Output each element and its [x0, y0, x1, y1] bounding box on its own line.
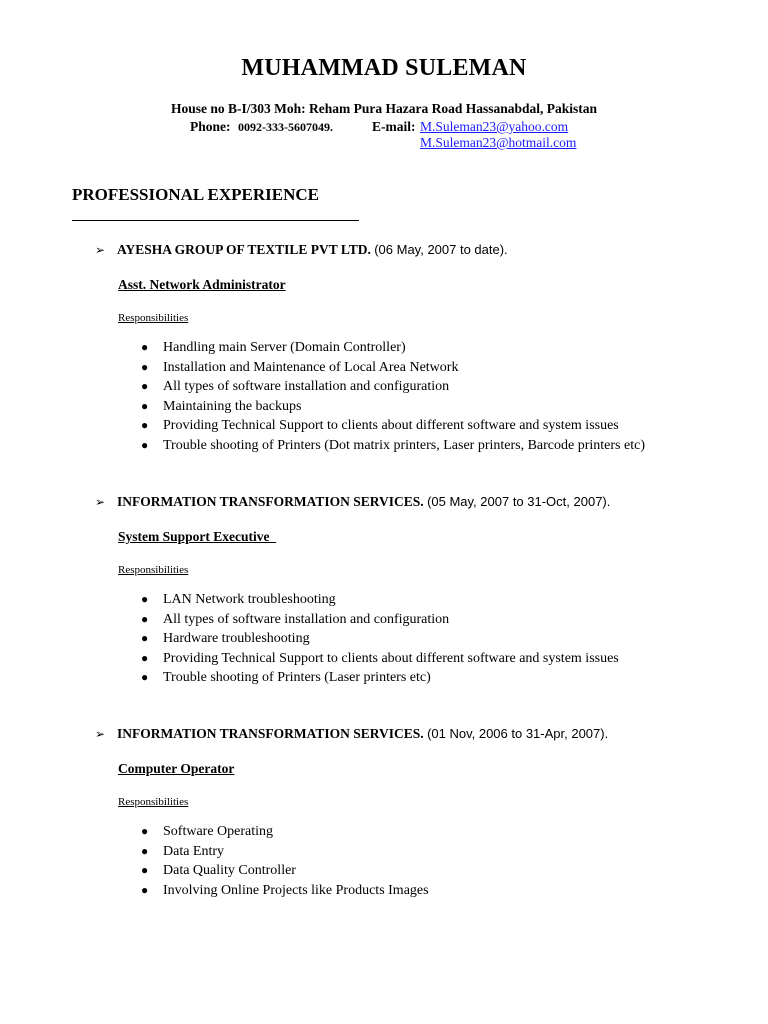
- bullet-icon: ●: [141, 592, 149, 606]
- bullet-icon: ●: [141, 418, 149, 433]
- arrow-bullet-icon: ➢: [95, 727, 106, 741]
- bullet-icon: ●: [141, 611, 149, 626]
- email-link-hotmail[interactable]: M.Suleman23@hotmail.com: [420, 135, 577, 150]
- list-item: ● Installation and Maintenance of Local Area Network: [141, 359, 459, 375]
- section-divider: [72, 220, 359, 221]
- responsibilities-label: Responsibilities: [118, 312, 189, 324]
- job-dates: (01 Nov, 2006 to 31-Apr, 2007).: [427, 726, 609, 741]
- job-heading: [95, 494, 610, 510]
- list-item: ● Handling main Server (Domain Controller): [141, 340, 406, 355]
- responsibilities-label: Responsibilities: [118, 796, 189, 808]
- arrow-bullet-icon: ➢: [95, 243, 106, 257]
- email-link-yahoo[interactable]: M.Suleman23@yahoo.com: [420, 119, 569, 134]
- bullet-icon: ●: [141, 631, 149, 646]
- responsibilities-list: [0, 338, 645, 456]
- responsibilities-list: [0, 590, 619, 688]
- job-dates: (05 May, 2007 to 31-Oct, 2007).: [427, 494, 611, 509]
- bullet-icon: ●: [141, 863, 149, 878]
- bullet-icon: ●: [141, 379, 149, 394]
- list-item: ● All types of software installation and configuration: [141, 611, 450, 627]
- email-label: E-mail:: [372, 119, 416, 134]
- job-heading: [95, 726, 608, 742]
- list-item: ● All types of software installation and configuration: [141, 379, 450, 395]
- list-item: ● Software Operating: [141, 824, 274, 839]
- list-item: ● Trouble shooting of Printers (Dot matrix printers, Laser printers, Barcode printers etc): [141, 437, 645, 453]
- list-item: ● Maintaining the backups: [141, 398, 302, 414]
- phone-number: 0092-333-5607049.: [238, 120, 333, 134]
- company-name: AYESHA GROUP OF TEXTILE PVT LTD.: [117, 242, 371, 257]
- bullet-icon: ●: [141, 670, 149, 685]
- list-item: ● Providing Technical Support to clients about different software and system issues: [141, 650, 619, 666]
- bullet-icon: ●: [141, 398, 149, 413]
- arrow-bullet-icon: ➢: [95, 495, 106, 509]
- list-item: ● Data Quality Controller: [141, 863, 296, 879]
- bullet-icon: ●: [141, 843, 149, 858]
- company-name: INFORMATION TRANSFORMATION SERVICES.: [117, 494, 424, 509]
- bullet-icon: ●: [141, 359, 149, 374]
- bullet-icon: ●: [141, 650, 149, 665]
- responsibilities-list: [0, 822, 429, 900]
- bullet-icon: ●: [141, 824, 149, 838]
- phone-label: Phone:: [190, 119, 231, 134]
- list-item: ● Trouble shooting of Printers (Laser printers etc): [141, 670, 431, 686]
- address: House no B-I/303 Moh: Reham Pura Hazara Road Hassanabdal, Pakistan: [170, 101, 598, 116]
- job-heading: [95, 242, 508, 258]
- job-role: System Support Executive: [118, 529, 277, 544]
- candidate-name: MUHAMMAD SULEMAN: [241, 55, 527, 81]
- bullet-icon: ●: [141, 882, 149, 897]
- list-item: ● Involving Online Projects like Products Images: [141, 882, 429, 898]
- list-item: ● Data Entry: [141, 843, 225, 859]
- responsibilities-label: Responsibilities: [118, 564, 189, 576]
- bullet-icon: ●: [141, 340, 149, 354]
- section-title: PROFESSIONAL EXPERIENCE: [72, 185, 320, 204]
- job-role: Asst. Network Administrator: [118, 277, 286, 292]
- job-role: Computer Operator: [118, 761, 235, 776]
- list-item: ● LAN Network troubleshooting: [141, 592, 336, 607]
- list-item: ● Providing Technical Support to clients about different software and system issues: [141, 418, 619, 434]
- bullet-icon: ●: [141, 437, 149, 452]
- job-dates: (06 May, 2007 to date).: [374, 242, 508, 257]
- company-name: INFORMATION TRANSFORMATION SERVICES.: [117, 726, 424, 741]
- list-item: ● Hardware troubleshooting: [141, 631, 310, 647]
